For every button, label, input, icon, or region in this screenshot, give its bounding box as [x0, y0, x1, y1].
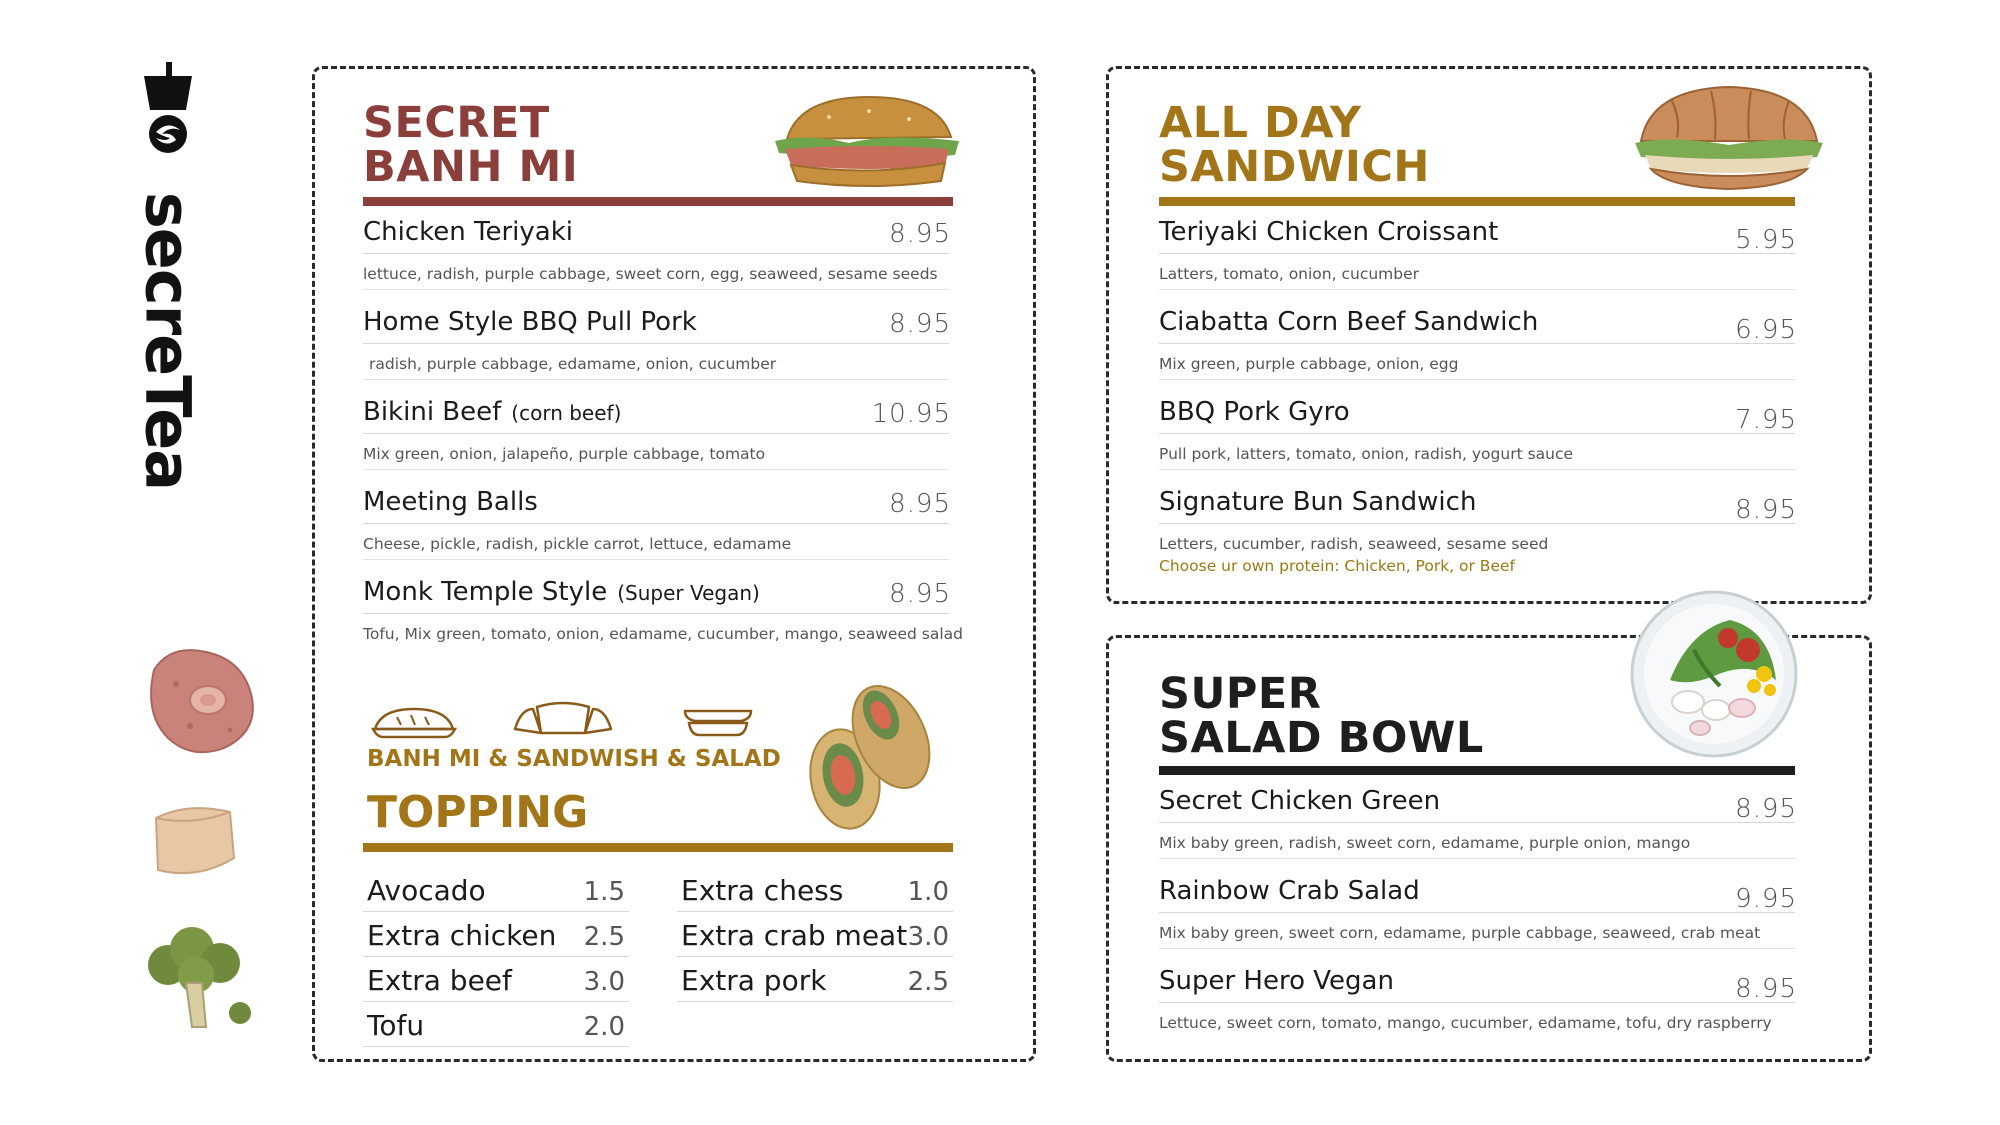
item-description: Mix baby green, sweet corn, edamame, purple cabbage, seaweed, crab meat — [1159, 913, 1795, 949]
topping-name: Extra chicken — [367, 919, 557, 952]
banh-mi-item[interactable] — [363, 389, 949, 470]
item-price: 5.95 — [1735, 225, 1797, 255]
salad-bowl-illustration — [1630, 590, 1798, 762]
topping-item[interactable] — [363, 914, 629, 957]
banh-mi-title-line2: BANH MI — [363, 142, 579, 192]
brand-wordmark: secreTea — [131, 191, 205, 491]
topping-item[interactable] — [677, 869, 953, 912]
wrap-illustration — [799, 675, 933, 837]
sandwich-rule — [1159, 197, 1795, 206]
topping-name: Extra chess — [681, 874, 844, 907]
topping-item[interactable] — [677, 959, 953, 1002]
item-name: Bikini Beef — [363, 397, 502, 427]
item-description: Lettuce, sweet corn, tomato, mango, cucumber, edamame, tofu, dry raspberry — [1159, 1014, 1772, 1032]
item-name: Meeting Balls — [363, 487, 538, 517]
topping-price: 3.0 — [583, 967, 625, 997]
item-price: 8.95 — [1735, 794, 1797, 824]
croissant-illustration — [1631, 79, 1827, 195]
topping-item[interactable] — [363, 869, 629, 912]
item-description: Latters, tomato, onion, cucumber — [1159, 254, 1795, 290]
item-price: 8.95 — [889, 309, 951, 339]
croissant-icon — [511, 699, 615, 745]
item-note: (corn beef) — [511, 401, 622, 425]
banh-mi-title-line1: SECRET — [363, 98, 550, 148]
topping-price: 1.5 — [583, 877, 625, 907]
sandwich-item[interactable] — [1159, 479, 1795, 575]
tofu-icon — [148, 800, 238, 888]
topping-price: 2.5 — [583, 922, 625, 952]
salad-item[interactable] — [1159, 958, 1795, 1038]
item-name: Signature Bun Sandwich — [1159, 487, 1477, 517]
topping-name: Extra crab meat — [681, 919, 908, 952]
sandwich-title — [1159, 98, 1430, 192]
topping-name: Extra pork — [681, 964, 827, 997]
item-price: 8.95 — [889, 489, 951, 519]
item-name: Ciabatta Corn Beef Sandwich — [1159, 307, 1539, 337]
item-price: 6.95 — [1735, 315, 1797, 345]
item-price: 8.95 — [889, 579, 951, 609]
item-price: 9.95 — [1735, 884, 1797, 914]
topping-item[interactable] — [363, 959, 629, 1002]
teacup-logo-icon — [140, 62, 196, 154]
item-name: Teriyaki Chicken Croissant — [1159, 217, 1499, 247]
sandwich-item[interactable] — [1159, 389, 1795, 470]
item-description: Pull pork, latters, tomato, onion, radish, yogurt sauce — [1159, 434, 1795, 470]
item-description: Letters, cucumber, radish, seaweed, sesame seed — [1159, 535, 1549, 553]
item-description: Mix baby green, radish, sweet corn, edamame, purple onion, mango — [1159, 823, 1795, 859]
item-description: Tofu, Mix green, tomato, onion, edamame, cucumber, mango, seaweed salad — [363, 625, 963, 643]
salad-rule — [1159, 766, 1795, 775]
item-price: 8.95 — [1735, 495, 1797, 525]
topping-name: Extra beef — [367, 964, 512, 997]
item-name: Super Hero Vegan — [1159, 966, 1394, 996]
item-name: Home Style BBQ Pull Pork — [363, 307, 697, 337]
item-description: Mix green, onion, jalapeño, purple cabbage, tomato — [363, 434, 949, 470]
banh-mi-item[interactable] — [363, 209, 949, 290]
item-description: Cheese, pickle, radish, pickle carrot, lettuce, edamame — [363, 524, 949, 560]
topping-price: 1.0 — [907, 877, 949, 907]
bun-icon — [681, 705, 755, 743]
topping-rule — [363, 843, 953, 852]
item-price: 8.95 — [1735, 974, 1797, 1004]
item-description: radish, purple cabbage, edamame, onion, cucumber — [363, 344, 949, 380]
sandwich-panel — [1106, 66, 1872, 604]
sandwich-title-line2: SANDWICH — [1159, 142, 1430, 192]
topping-item[interactable] — [677, 914, 953, 957]
sandwich-title-line1: ALL DAY — [1159, 98, 1362, 148]
banh-mi-rule — [363, 197, 953, 206]
topping-subtitle: BANH MI & SANDWISH & SALAD — [367, 746, 781, 772]
salad-title-line1: SUPER — [1159, 669, 1322, 719]
item-name: Monk Temple Style — [363, 577, 608, 607]
item-name: Rainbow Crab Salad — [1159, 876, 1420, 906]
topping-name: Avocado — [367, 874, 486, 907]
topping-item[interactable] — [363, 1004, 629, 1047]
banh-mi-item[interactable] — [363, 299, 949, 380]
salad-item[interactable] — [1159, 778, 1795, 859]
item-price: 8.95 — [889, 219, 951, 249]
item-description: Mix green, purple cabbage, onion, egg — [1159, 344, 1795, 380]
banh-mi-item[interactable] — [363, 569, 963, 649]
topping-title: TOPPING — [367, 787, 589, 838]
salad-title — [1159, 669, 1484, 763]
banh-mi-panel — [312, 66, 1036, 1062]
topping-price: 2.5 — [907, 967, 949, 997]
item-note: (Super Vegan) — [617, 581, 760, 605]
item-price: 7.95 — [1735, 405, 1797, 435]
topping-name: Tofu — [367, 1009, 425, 1042]
sandwich-item[interactable] — [1159, 209, 1795, 290]
item-name: Chicken Teriyaki — [363, 217, 573, 247]
sandwich-illustration — [769, 89, 965, 197]
item-name: BBQ Pork Gyro — [1159, 397, 1350, 427]
salad-item[interactable] — [1159, 868, 1795, 949]
topping-price: 3.0 — [907, 922, 949, 952]
banh-mi-title — [363, 98, 579, 192]
banh-mi-icon — [371, 705, 457, 745]
banh-mi-item[interactable] — [363, 479, 949, 560]
salad-title-line2: SALAD BOWL — [1159, 713, 1484, 763]
item-description: lettuce, radish, purple cabbage, sweet corn, egg, seaweed, sesame seeds — [363, 254, 949, 290]
sandwich-item[interactable] — [1159, 299, 1795, 380]
item-name: Secret Chicken Green — [1159, 786, 1441, 816]
protein-choice-note: Choose ur own protein: Chicken, Pork, or Beef — [1159, 557, 1515, 575]
item-price: 10.95 — [871, 399, 951, 429]
topping-price: 2.0 — [583, 1012, 625, 1042]
meat-icon — [140, 640, 260, 764]
broccoli-icon — [140, 925, 260, 1039]
